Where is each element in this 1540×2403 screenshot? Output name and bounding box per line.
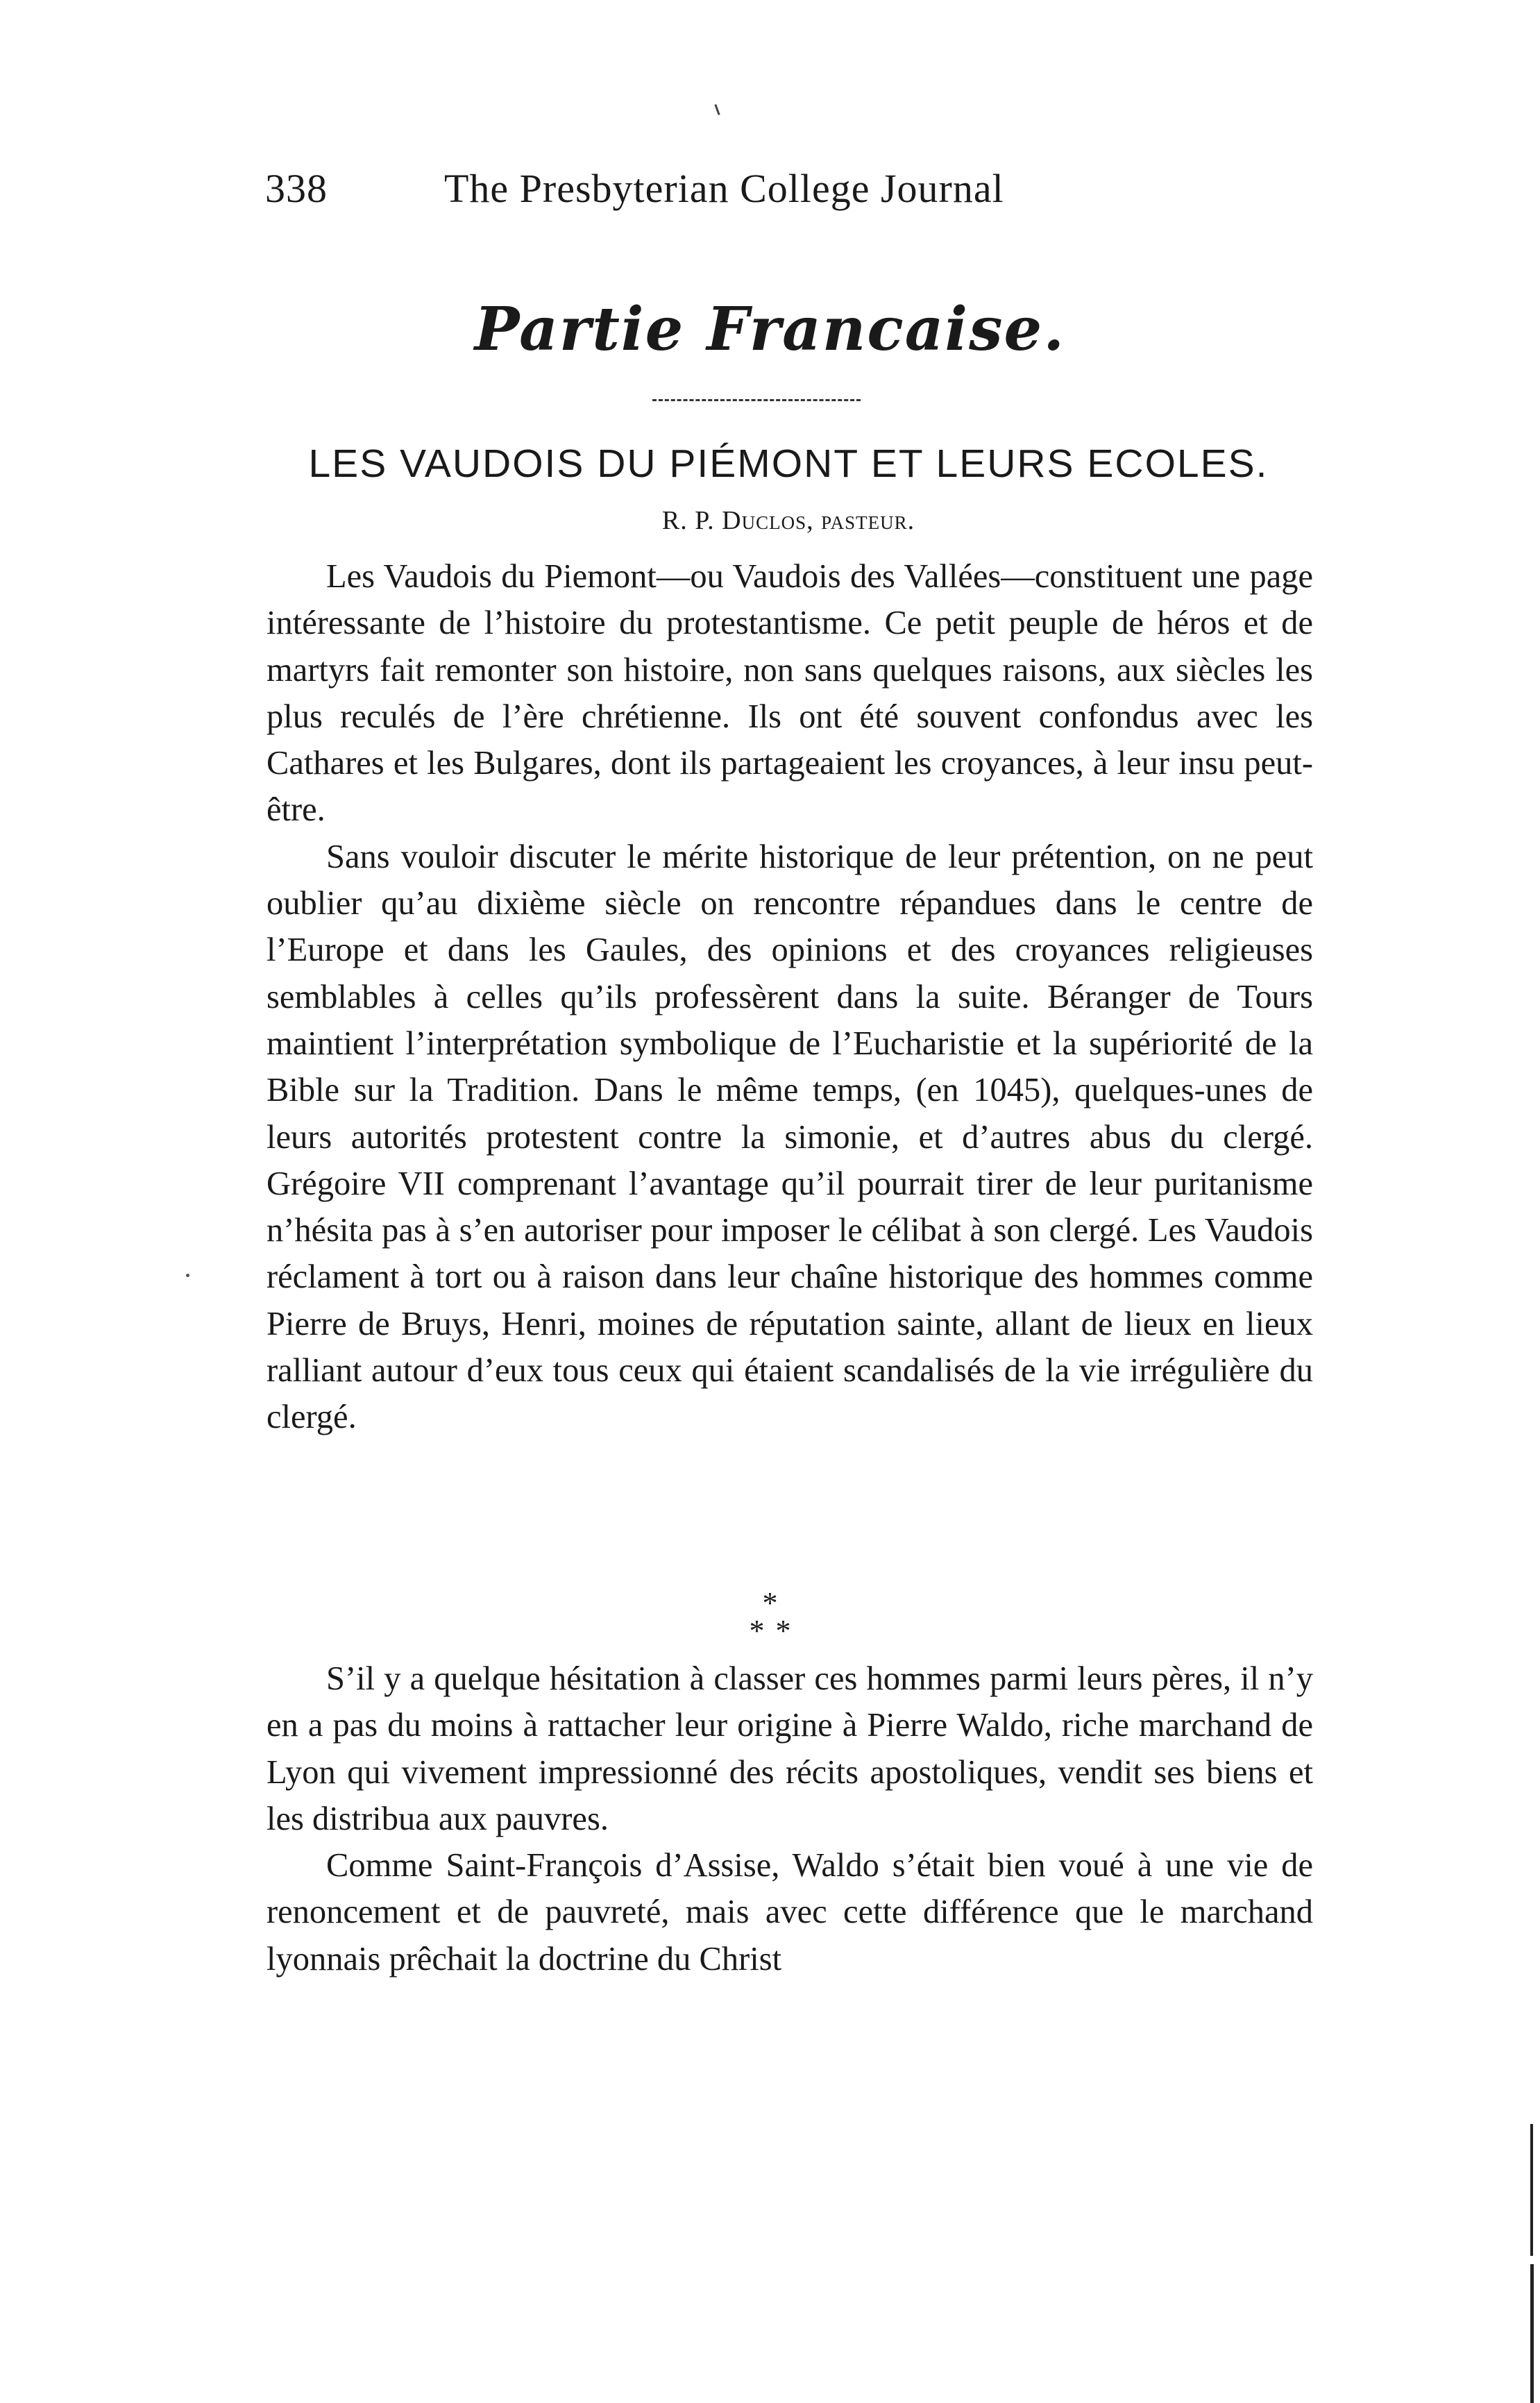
article-title: LES VAUDOIS DU PIÉMONT ET LEURS ECOLES. [308, 441, 1269, 486]
paragraph: S’il y a quelque hésitation à classer ces hommes parmi leurs pères, il n’y en a pas du moins à rattacher leur origine à Pierre Waldo, riche marchand de Lyon qui vivement impressionné des récits apostoliques, vendit ses biens et les distribua aux pauvres. [266, 1660, 1313, 1837]
page-edge-line [1530, 2264, 1534, 2403]
paragraph: Comme Saint-François d’Assise, Waldo s’était bien voué à une vie de renoncement et de pauvreté, mais avec cette différence que le marchand lyonnais prêchait la doctrine du Christ [266, 1847, 1313, 1978]
section-heading: Partie Francaise. [474, 294, 1066, 364]
page-number: 338 [265, 166, 328, 211]
page-edge-line [1530, 2124, 1533, 2256]
body-text-part-2 [266, 1655, 1313, 1982]
paragraph: Les Vaudois du Piemont—ou Vaudois des Vallées—constituent une page intéressante de l’histoire du protestantisme. Ce petit peuple de héros et de martyrs fait remonter son histoire, non sans quelques raisons, aux siècles les plus reculés de l’ère chrétienne. Ils ont été souvent confondus avec les Cathares et les Bulgares, dont ils partageaient les croyances, à leur insu peut-être. [266, 558, 1313, 829]
margin-speck [186, 1274, 189, 1277]
asterism-bottom-stars: ** [749, 1614, 802, 1648]
body-text-part-1 [266, 553, 1313, 1441]
author-role: pasteur. [821, 506, 915, 535]
asterism-section-break [0, 1586, 1540, 1648]
asterism-top-star: * [762, 1586, 778, 1620]
decorative-rule [652, 399, 861, 401]
paragraph: Sans vouloir discuter le mérite historique de leur prétention, on ne peut oublier qu’au dixième siècle on rencontre répandues dans le centre de l’Europe et dans les Gaules, des opinions et des croyances religieuses semblables à celles qu’ils professèrent dans la suite. Béranger de Tours maintient l’interprétation symbolique de l’Eucharistie et la supériorité de la Bible sur la Tradition. Dans le même temps, (en 1045), quelques-unes de leurs autorités protestent contre la simonie, et d’autres abus du clergé. Grégoire VII comprenant l’avantage qu’il pourrait tirer de leur puritanisme n’hésita pas à s’en autoriser pour imposer le célibat à son clergé. Les Vaudois réclament à tort ou à raison dans leur chaîne historique des hommes comme Pierre de Bruys, Henri, moines de réputation sainte, allant de lieux en lieux ralliant autour d’eux tous ceux qui étaient scandalisés de la vie irrégulière du clergé. [266, 838, 1313, 1436]
scan-speck [714, 104, 720, 115]
journal-title: The Presbyterian College Journal [444, 166, 1004, 211]
byline [268, 500, 1309, 541]
author-name: R. P. Duclos, [661, 506, 814, 535]
running-head [265, 161, 1306, 217]
